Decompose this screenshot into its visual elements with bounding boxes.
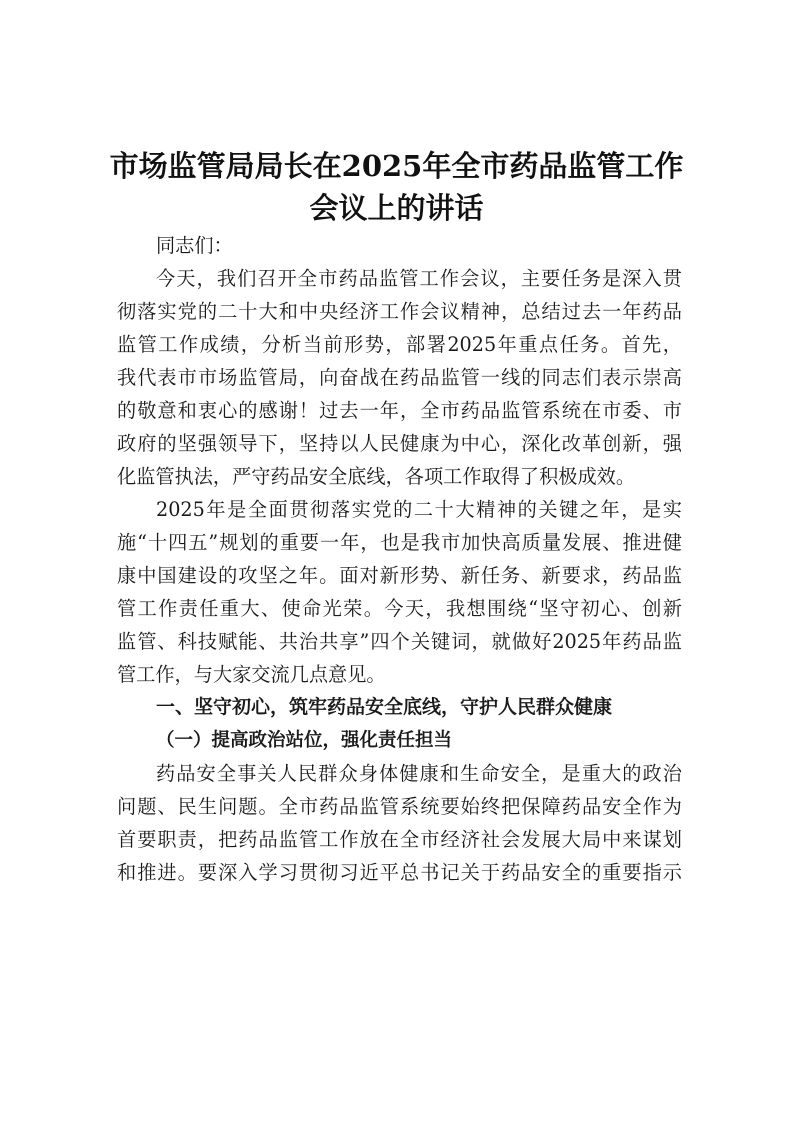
paragraph-1-line: 我代表市市场监管局，向奋战在药品监管一线的同志们表示崇高	[117, 366, 682, 389]
subsection-heading-1: （一）提高政治站位，强化责任担当	[156, 730, 453, 751]
paragraph-2-line: 管工作，与大家交流几点意见。	[117, 663, 386, 686]
paragraph-1-line: 监管工作成绩，分析当前形势，部署2025年重点任务。首先，	[117, 333, 682, 356]
section-heading-1: 一、坚守初心，筑牢药品安全底线，守护人民群众健康	[156, 696, 613, 718]
paragraph-2-line: 康中国建设的攻坚之年。面对新形势、新任务、新要求，药品监	[117, 564, 682, 587]
document-body	[117, 229, 682, 889]
paragraph-1-line: 化监管执法，严守药品安全底线，各项工作取得了积极成效。	[117, 465, 636, 488]
paragraph-2-line: 监管、科技赋能、共治共享”四个关键词，就做好2025年药品监	[117, 630, 682, 653]
paragraph-3-line: 药品安全事关人民群众身体健康和生命安全，是重大的政治	[156, 762, 682, 785]
paragraph-2-line: 2025年是全面贯彻落实党的二十大精神的关键之年，是实	[156, 498, 682, 521]
paragraph-2-line: 管工作责任重大、使命光荣。今天，我想围绕“坚守初心、创新	[117, 597, 682, 620]
paragraph-2-line: 施“十四五”规划的重要一年，也是我市加快高质量发展、推进健	[117, 531, 682, 554]
paragraph-3-line: 首要职责，把药品监管工作放在全市经济社会发展大局中来谋划	[117, 828, 682, 851]
salutation: 同志们：	[156, 234, 233, 257]
document-title-line-2: 会议上的讲话	[309, 191, 484, 225]
paragraph-3-line: 和推进。要深入学习贯彻习近平总书记关于药品安全的重要指示	[117, 861, 682, 884]
paragraph-3-line: 问题、民生问题。全市药品监管系统要始终把保障药品安全作为	[117, 795, 682, 818]
paragraph-1-line: 的敬意和衷心的感谢！过去一年，全市药品监管系统在市委、市	[117, 399, 682, 422]
paragraph-1-line: 彻落实党的二十大和中央经济工作会议精神，总结过去一年药品	[117, 300, 682, 323]
document-title-line-1: 市场监管局局长在2025年全市药品监管工作	[109, 149, 684, 183]
paragraph-1-line: 政府的坚强领导下，坚持以人民健康为中心，深化改革创新，强	[117, 432, 682, 455]
paragraph-1-line: 今天，我们召开全市药品监管工作会议，主要任务是深入贯	[156, 267, 682, 290]
